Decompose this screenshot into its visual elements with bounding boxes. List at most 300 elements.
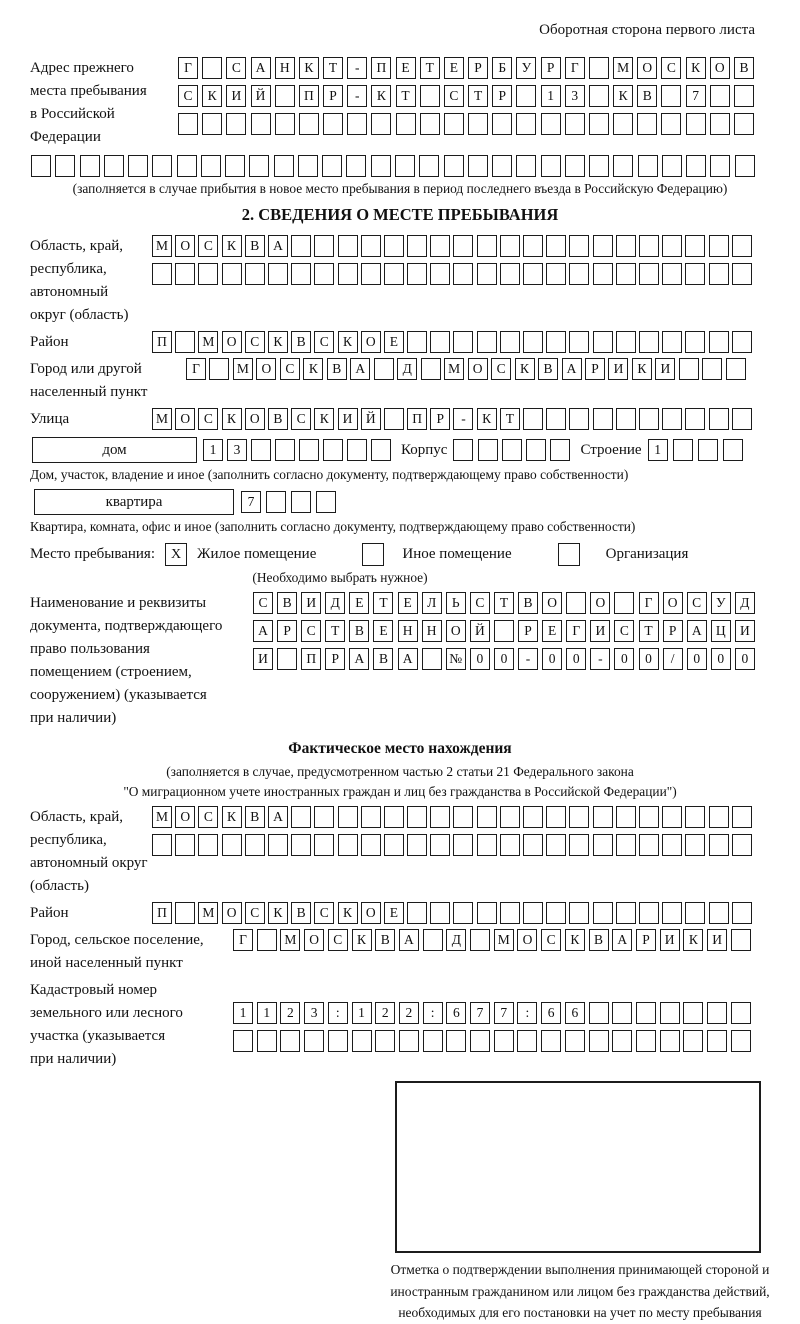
char-cell[interactable] <box>589 155 609 177</box>
char-cell[interactable] <box>453 806 473 828</box>
char-cell[interactable]: Ц <box>711 620 731 642</box>
char-cell[interactable]: С <box>687 592 707 614</box>
char-cell[interactable] <box>407 331 427 353</box>
char-cell[interactable]: С <box>328 929 348 951</box>
char-cell[interactable]: Р <box>277 620 297 642</box>
char-cell[interactable]: Е <box>542 620 562 642</box>
char-cell[interactable]: - <box>453 408 473 430</box>
char-cell[interactable]: М <box>494 929 514 951</box>
char-cell[interactable]: И <box>338 408 358 430</box>
char-cell[interactable] <box>361 834 381 856</box>
char-cell[interactable] <box>338 263 358 285</box>
char-cell[interactable] <box>660 1002 680 1024</box>
char-cell[interactable] <box>566 592 586 614</box>
char-cell[interactable] <box>422 648 442 670</box>
char-cell[interactable] <box>593 834 613 856</box>
char-cell[interactable]: В <box>291 902 311 924</box>
char-cell[interactable] <box>346 155 366 177</box>
char-cell[interactable]: Т <box>323 57 343 79</box>
char-cell[interactable]: В <box>518 592 538 614</box>
char-cell[interactable] <box>726 358 746 380</box>
char-cell[interactable] <box>407 806 427 828</box>
char-cell[interactable]: К <box>268 331 288 353</box>
char-cell[interactable]: Т <box>325 620 345 642</box>
char-cell[interactable] <box>589 113 609 135</box>
char-cell[interactable] <box>407 834 427 856</box>
char-cell[interactable] <box>80 155 100 177</box>
char-cell[interactable]: М <box>152 235 172 257</box>
char-cell[interactable] <box>453 834 473 856</box>
char-cell[interactable] <box>374 358 394 380</box>
char-cell[interactable] <box>523 408 543 430</box>
char-cell[interactable] <box>541 113 561 135</box>
char-cell[interactable] <box>546 902 566 924</box>
char-cell[interactable]: О <box>637 57 657 79</box>
char-cell[interactable]: О <box>175 408 195 430</box>
char-cell[interactable] <box>709 806 729 828</box>
char-cell[interactable]: А <box>398 648 418 670</box>
char-cell[interactable] <box>291 834 311 856</box>
char-cell[interactable] <box>396 113 416 135</box>
char-cell[interactable] <box>251 113 271 135</box>
char-cell[interactable]: В <box>245 235 265 257</box>
char-cell[interactable] <box>233 1030 253 1052</box>
char-cell[interactable] <box>178 113 198 135</box>
char-cell[interactable]: - <box>347 85 367 107</box>
char-cell[interactable]: О <box>175 235 195 257</box>
char-cell[interactable]: Р <box>663 620 683 642</box>
char-cell[interactable] <box>546 834 566 856</box>
char-cell[interactable]: Д <box>446 929 466 951</box>
char-cell[interactable] <box>477 834 497 856</box>
char-cell[interactable]: В <box>637 85 657 107</box>
char-cell[interactable] <box>731 1030 751 1052</box>
char-cell[interactable]: О <box>256 358 276 380</box>
char-cell[interactable]: 7 <box>686 85 706 107</box>
char-cell[interactable] <box>661 85 681 107</box>
char-cell[interactable] <box>709 235 729 257</box>
char-cell[interactable] <box>423 929 443 951</box>
char-cell[interactable] <box>500 331 520 353</box>
char-cell[interactable]: И <box>735 620 755 642</box>
char-cell[interactable]: О <box>361 331 381 353</box>
char-cell[interactable]: Р <box>430 408 450 430</box>
char-cell[interactable] <box>569 235 589 257</box>
char-cell[interactable]: 0 <box>639 648 659 670</box>
char-cell[interactable] <box>420 85 440 107</box>
char-cell[interactable] <box>291 263 311 285</box>
char-cell[interactable]: С <box>198 408 218 430</box>
char-cell[interactable] <box>477 331 497 353</box>
char-cell[interactable] <box>209 358 229 380</box>
char-cell[interactable] <box>639 806 659 828</box>
char-cell[interactable] <box>277 648 297 670</box>
char-cell[interactable] <box>266 491 286 513</box>
char-cell[interactable]: Й <box>251 85 271 107</box>
char-cell[interactable]: Й <box>470 620 490 642</box>
char-cell[interactable] <box>420 113 440 135</box>
char-cell[interactable]: О <box>446 620 466 642</box>
char-cell[interactable]: В <box>375 929 395 951</box>
char-cell[interactable] <box>395 155 415 177</box>
char-cell[interactable] <box>679 358 699 380</box>
char-cell[interactable]: 2 <box>280 1002 300 1024</box>
char-cell[interactable] <box>639 263 659 285</box>
char-cell[interactable]: С <box>178 85 198 107</box>
char-cell[interactable]: 0 <box>711 648 731 670</box>
char-cell[interactable] <box>685 408 705 430</box>
char-cell[interactable] <box>291 806 311 828</box>
char-cell[interactable] <box>523 263 543 285</box>
char-cell[interactable] <box>612 1030 632 1052</box>
char-cell[interactable]: С <box>226 57 246 79</box>
char-cell[interactable] <box>430 902 450 924</box>
char-cell[interactable] <box>384 834 404 856</box>
char-cell[interactable]: В <box>268 408 288 430</box>
char-cell[interactable] <box>371 113 391 135</box>
char-cell[interactable] <box>734 113 754 135</box>
char-cell[interactable]: П <box>371 57 391 79</box>
char-cell[interactable] <box>550 439 570 461</box>
char-cell[interactable] <box>275 439 295 461</box>
char-cell[interactable] <box>298 155 318 177</box>
char-cell[interactable] <box>384 263 404 285</box>
char-cell[interactable] <box>523 902 543 924</box>
char-cell[interactable] <box>274 155 294 177</box>
char-cell[interactable] <box>104 155 124 177</box>
char-cell[interactable]: 7 <box>494 1002 514 1024</box>
char-cell[interactable] <box>361 806 381 828</box>
char-cell[interactable]: Й <box>361 408 381 430</box>
char-cell[interactable]: А <box>687 620 707 642</box>
char-cell[interactable]: О <box>710 57 730 79</box>
char-cell[interactable]: О <box>245 408 265 430</box>
char-cell[interactable]: О <box>590 592 610 614</box>
char-cell[interactable]: С <box>314 902 334 924</box>
char-cell[interactable] <box>371 155 391 177</box>
char-cell[interactable]: К <box>314 408 334 430</box>
char-cell[interactable]: : <box>517 1002 537 1024</box>
char-cell[interactable]: И <box>608 358 628 380</box>
char-cell[interactable]: О <box>222 902 242 924</box>
char-cell[interactable] <box>735 155 755 177</box>
char-cell[interactable]: Л <box>422 592 442 614</box>
char-cell[interactable]: Е <box>398 592 418 614</box>
char-cell[interactable] <box>470 929 490 951</box>
char-cell[interactable]: А <box>612 929 632 951</box>
char-cell[interactable]: 0 <box>687 648 707 670</box>
char-cell[interactable] <box>275 113 295 135</box>
char-cell[interactable] <box>177 155 197 177</box>
char-cell[interactable]: М <box>233 358 253 380</box>
char-cell[interactable] <box>565 155 585 177</box>
char-cell[interactable]: К <box>477 408 497 430</box>
char-cell[interactable] <box>662 834 682 856</box>
char-cell[interactable]: А <box>268 235 288 257</box>
char-cell[interactable] <box>453 235 473 257</box>
char-cell[interactable] <box>686 113 706 135</box>
char-cell[interactable] <box>419 155 439 177</box>
zhiloe-checkbox[interactable]: X <box>165 543 187 566</box>
char-cell[interactable] <box>222 834 242 856</box>
char-cell[interactable] <box>152 155 172 177</box>
char-cell[interactable] <box>280 1030 300 1052</box>
char-cell[interactable] <box>702 358 722 380</box>
char-cell[interactable]: К <box>222 408 242 430</box>
char-cell[interactable] <box>477 806 497 828</box>
char-cell[interactable] <box>517 1030 537 1052</box>
char-cell[interactable]: К <box>352 929 372 951</box>
char-cell[interactable]: М <box>198 331 218 353</box>
char-cell[interactable] <box>430 263 450 285</box>
char-cell[interactable]: В <box>277 592 297 614</box>
char-cell[interactable]: А <box>562 358 582 380</box>
char-cell[interactable] <box>399 1030 419 1052</box>
char-cell[interactable] <box>152 834 172 856</box>
char-cell[interactable]: № <box>446 648 466 670</box>
char-cell[interactable] <box>526 439 546 461</box>
char-cell[interactable] <box>673 439 693 461</box>
char-cell[interactable] <box>523 331 543 353</box>
char-cell[interactable] <box>709 834 729 856</box>
char-cell[interactable] <box>500 902 520 924</box>
char-cell[interactable] <box>685 331 705 353</box>
char-cell[interactable] <box>683 1002 703 1024</box>
char-cell[interactable] <box>546 331 566 353</box>
char-cell[interactable] <box>685 902 705 924</box>
char-cell[interactable] <box>430 806 450 828</box>
char-cell[interactable] <box>477 263 497 285</box>
char-cell[interactable] <box>304 1030 324 1052</box>
char-cell[interactable] <box>616 834 636 856</box>
char-cell[interactable] <box>723 439 743 461</box>
char-cell[interactable]: И <box>253 648 273 670</box>
char-cell[interactable] <box>268 834 288 856</box>
char-cell[interactable]: - <box>590 648 610 670</box>
char-cell[interactable] <box>299 439 319 461</box>
char-cell[interactable]: Ь <box>446 592 466 614</box>
char-cell[interactable]: С <box>291 408 311 430</box>
char-cell[interactable] <box>683 1030 703 1052</box>
char-cell[interactable] <box>569 834 589 856</box>
char-cell[interactable] <box>453 902 473 924</box>
char-cell[interactable]: О <box>663 592 683 614</box>
char-cell[interactable] <box>523 834 543 856</box>
char-cell[interactable] <box>430 331 450 353</box>
char-cell[interactable] <box>589 1002 609 1024</box>
char-cell[interactable]: С <box>314 331 334 353</box>
char-cell[interactable] <box>516 113 536 135</box>
char-cell[interactable]: К <box>371 85 391 107</box>
char-cell[interactable] <box>709 331 729 353</box>
char-cell[interactable] <box>636 1030 656 1052</box>
char-cell[interactable] <box>245 263 265 285</box>
char-cell[interactable] <box>546 408 566 430</box>
char-cell[interactable]: Т <box>396 85 416 107</box>
char-cell[interactable]: : <box>328 1002 348 1024</box>
char-cell[interactable] <box>732 263 752 285</box>
char-cell[interactable] <box>492 113 512 135</box>
char-cell[interactable]: Р <box>492 85 512 107</box>
char-cell[interactable]: 0 <box>494 648 514 670</box>
char-cell[interactable] <box>222 263 242 285</box>
char-cell[interactable] <box>589 1030 609 1052</box>
char-cell[interactable] <box>593 408 613 430</box>
char-cell[interactable]: 1 <box>352 1002 372 1024</box>
char-cell[interactable] <box>569 408 589 430</box>
char-cell[interactable] <box>477 902 497 924</box>
char-cell[interactable]: О <box>542 592 562 614</box>
char-cell[interactable] <box>685 834 705 856</box>
char-cell[interactable] <box>710 155 730 177</box>
char-cell[interactable]: С <box>198 235 218 257</box>
char-cell[interactable]: Р <box>468 57 488 79</box>
char-cell[interactable] <box>314 235 334 257</box>
char-cell[interactable] <box>731 1002 751 1024</box>
char-cell[interactable] <box>546 806 566 828</box>
char-cell[interactable] <box>245 834 265 856</box>
char-cell[interactable] <box>477 235 497 257</box>
char-cell[interactable]: К <box>686 57 706 79</box>
char-cell[interactable] <box>175 834 195 856</box>
char-cell[interactable] <box>31 155 51 177</box>
char-cell[interactable] <box>589 57 609 79</box>
char-cell[interactable]: В <box>589 929 609 951</box>
char-cell[interactable] <box>430 235 450 257</box>
char-cell[interactable] <box>662 806 682 828</box>
char-cell[interactable]: С <box>198 806 218 828</box>
char-cell[interactable]: О <box>175 806 195 828</box>
char-cell[interactable]: 6 <box>446 1002 466 1024</box>
char-cell[interactable] <box>338 806 358 828</box>
char-cell[interactable] <box>361 263 381 285</box>
char-cell[interactable] <box>593 902 613 924</box>
char-cell[interactable] <box>202 57 222 79</box>
char-cell[interactable] <box>323 439 343 461</box>
char-cell[interactable]: Н <box>398 620 418 642</box>
char-cell[interactable] <box>275 85 295 107</box>
char-cell[interactable] <box>314 834 334 856</box>
char-cell[interactable] <box>128 155 148 177</box>
char-cell[interactable] <box>291 491 311 513</box>
char-cell[interactable]: В <box>349 620 369 642</box>
char-cell[interactable] <box>661 113 681 135</box>
char-cell[interactable]: 1 <box>541 85 561 107</box>
char-cell[interactable] <box>226 113 246 135</box>
char-cell[interactable] <box>314 263 334 285</box>
char-cell[interactable]: М <box>280 929 300 951</box>
char-cell[interactable] <box>589 85 609 107</box>
char-cell[interactable]: С <box>661 57 681 79</box>
char-cell[interactable] <box>338 834 358 856</box>
char-cell[interactable]: С <box>614 620 634 642</box>
char-cell[interactable]: П <box>299 85 319 107</box>
char-cell[interactable]: П <box>152 331 172 353</box>
char-cell[interactable]: С <box>444 85 464 107</box>
char-cell[interactable]: / <box>663 648 683 670</box>
char-cell[interactable] <box>202 113 222 135</box>
char-cell[interactable] <box>616 235 636 257</box>
char-cell[interactable]: М <box>444 358 464 380</box>
char-cell[interactable]: Т <box>639 620 659 642</box>
char-cell[interactable]: Р <box>323 85 343 107</box>
char-cell[interactable]: М <box>152 408 172 430</box>
char-cell[interactable] <box>616 806 636 828</box>
char-cell[interactable]: 1 <box>257 1002 277 1024</box>
char-cell[interactable] <box>569 806 589 828</box>
char-cell[interactable] <box>430 834 450 856</box>
char-cell[interactable] <box>709 263 729 285</box>
char-cell[interactable] <box>291 235 311 257</box>
char-cell[interactable]: М <box>152 806 172 828</box>
char-cell[interactable]: 0 <box>614 648 634 670</box>
char-cell[interactable] <box>613 155 633 177</box>
char-cell[interactable]: П <box>407 408 427 430</box>
char-cell[interactable]: С <box>253 592 273 614</box>
char-cell[interactable]: М <box>613 57 633 79</box>
char-cell[interactable]: К <box>338 331 358 353</box>
char-cell[interactable]: В <box>538 358 558 380</box>
char-cell[interactable] <box>347 113 367 135</box>
char-cell[interactable]: 3 <box>304 1002 324 1024</box>
char-cell[interactable]: И <box>707 929 727 951</box>
char-cell[interactable] <box>709 408 729 430</box>
char-cell[interactable]: Н <box>422 620 442 642</box>
char-cell[interactable]: У <box>516 57 536 79</box>
char-cell[interactable] <box>492 155 512 177</box>
char-cell[interactable]: Р <box>518 620 538 642</box>
char-cell[interactable]: А <box>349 648 369 670</box>
char-cell[interactable]: К <box>683 929 703 951</box>
char-cell[interactable]: К <box>303 358 323 380</box>
char-cell[interactable] <box>323 113 343 135</box>
char-cell[interactable]: 1 <box>648 439 668 461</box>
char-cell[interactable]: П <box>301 648 321 670</box>
char-cell[interactable] <box>299 113 319 135</box>
char-cell[interactable]: 0 <box>542 648 562 670</box>
char-cell[interactable]: О <box>304 929 324 951</box>
char-cell[interactable] <box>541 155 561 177</box>
char-cell[interactable]: К <box>222 806 242 828</box>
char-cell[interactable]: 6 <box>541 1002 561 1024</box>
char-cell[interactable]: Т <box>373 592 393 614</box>
char-cell[interactable] <box>546 263 566 285</box>
char-cell[interactable] <box>616 902 636 924</box>
char-cell[interactable]: Т <box>494 592 514 614</box>
char-cell[interactable] <box>371 439 391 461</box>
char-cell[interactable]: Д <box>325 592 345 614</box>
char-cell[interactable] <box>685 235 705 257</box>
char-cell[interactable] <box>352 1030 372 1052</box>
char-cell[interactable] <box>453 331 473 353</box>
char-cell[interactable]: М <box>198 902 218 924</box>
char-cell[interactable]: И <box>590 620 610 642</box>
char-cell[interactable]: Е <box>384 902 404 924</box>
char-cell[interactable] <box>444 155 464 177</box>
char-cell[interactable] <box>636 1002 656 1024</box>
char-cell[interactable]: Г <box>186 358 206 380</box>
char-cell[interactable]: К <box>565 929 585 951</box>
char-cell[interactable] <box>709 902 729 924</box>
char-cell[interactable] <box>593 806 613 828</box>
char-cell[interactable]: 7 <box>241 491 261 513</box>
char-cell[interactable] <box>613 113 633 135</box>
char-cell[interactable]: В <box>373 648 393 670</box>
char-cell[interactable]: О <box>361 902 381 924</box>
inoe-checkbox[interactable] <box>362 543 384 566</box>
char-cell[interactable] <box>470 1030 490 1052</box>
char-cell[interactable]: Г <box>565 57 585 79</box>
